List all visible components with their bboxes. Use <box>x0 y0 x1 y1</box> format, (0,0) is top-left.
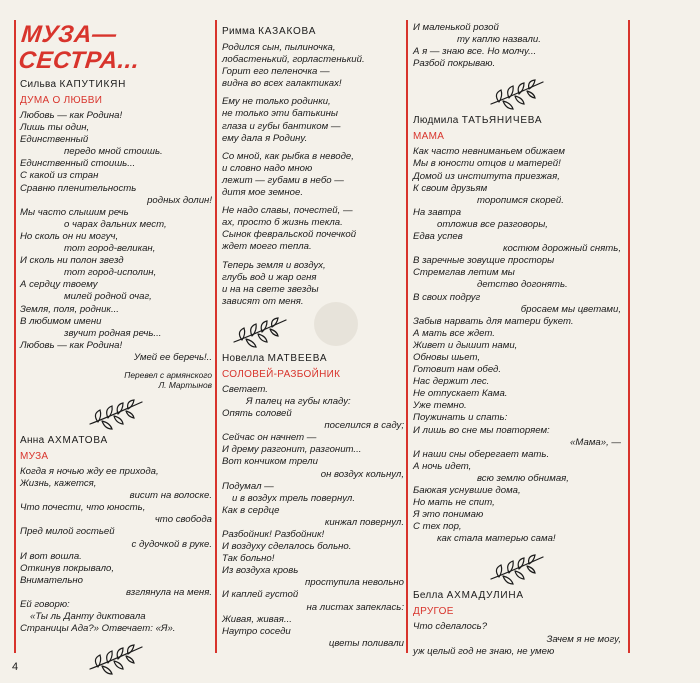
poem-line: Единственный <box>20 134 89 146</box>
poem-line: Умей ее беречь!.. <box>133 351 212 363</box>
poem-line: Горит его пеленочка — <box>222 66 330 78</box>
poem-title: МУЗА <box>20 450 49 462</box>
author-surname: АХМАДУЛИНА <box>446 590 524 602</box>
poem-line: о чарах дальних мест, <box>64 218 167 230</box>
poem-line: Домой из института приезжая, <box>413 170 560 182</box>
poem-title: МАМА <box>413 131 445 143</box>
author-first-name: Сильва <box>20 79 57 90</box>
poem-line: В любимом имени <box>20 315 102 327</box>
poem-lines <box>222 384 404 650</box>
poem-line: родных долин! <box>147 194 212 206</box>
poem-line: тот город-великан, <box>64 243 156 255</box>
poem-line: Сравню пленительность <box>20 182 137 194</box>
poem-line: А мать все ждет. <box>413 327 495 339</box>
poem-akhmatova <box>20 434 212 635</box>
poem-line: Опять соловей <box>222 408 292 420</box>
poem-line: Теперь земля и воздух, <box>222 259 326 271</box>
poem-line: взглянула на меня. <box>125 586 212 598</box>
poem-line: Мы часто слышим речь <box>20 206 129 218</box>
poem-line: Страницы Ада?» Отвечает: «Я». <box>20 623 176 635</box>
poem-line: Я палец на губы кладу: <box>246 395 351 407</box>
poem-line: Я это понимаю <box>413 509 484 521</box>
poem-line: Но сколь он ни могуч, <box>20 230 119 242</box>
poem-line: Любовь — как Родина! <box>20 110 123 121</box>
poem-tatyanicheva <box>413 114 621 545</box>
poem-line: Лишь ты один, <box>20 122 90 134</box>
poem-line: Светает. <box>222 383 268 395</box>
poem-line: ту каплю назвали. <box>457 34 541 46</box>
author-first-name: Римма <box>222 26 256 37</box>
poem-line: Откинув покрывало, <box>20 562 115 574</box>
poem-line: и словно надо мною <box>222 162 313 174</box>
poem-line: уж целый год не знаю, не умею <box>413 645 555 657</box>
poem-line: Уже темно. <box>413 400 467 412</box>
poem-line: всю землю обнимая, <box>477 472 569 484</box>
poem-line: Едва успев <box>413 231 463 243</box>
poem-line: Забыв нарвать для матери букет. <box>413 315 574 327</box>
poem-author <box>413 589 621 602</box>
poem-line: И маленькой розой <box>413 22 499 33</box>
poem-line: Обновы шьет, <box>413 351 480 363</box>
poem-line: В своих подруг <box>413 291 481 303</box>
poem-line: Как часто невниманьем обижаем <box>413 146 565 158</box>
poem-author <box>222 352 404 365</box>
poem-line: зависят от меня. <box>222 295 304 307</box>
poem-line: висит на волоске. <box>129 490 212 502</box>
poem-line: И лишь во сне мы повторяем: <box>413 424 550 436</box>
column-2 <box>222 22 404 651</box>
column-rule <box>406 20 408 653</box>
poem-line: звучит родная речь... <box>64 327 162 339</box>
poem-line: лобастенький, горластенький. <box>222 54 365 66</box>
poem-line: лежит — губами в небо — <box>222 174 344 186</box>
poem-line: кинжал повернул. <box>324 516 404 528</box>
poem-line: И воздуху сделалось больно. <box>222 541 352 553</box>
poem-line: и на на свете звезды <box>222 283 319 295</box>
poem-line: Так больно! <box>222 553 275 565</box>
column-rule <box>215 20 217 653</box>
poem-line: проступила невольно <box>305 577 404 589</box>
translator-credit: Л. Мартынов <box>158 379 212 390</box>
poem-line: цветы поливали <box>328 637 404 649</box>
poem-line: И вот вошла. <box>20 550 82 562</box>
poem-author <box>20 434 212 447</box>
laurel-ornament <box>228 314 292 348</box>
poem-line: Зачем я не могу, <box>546 633 621 645</box>
poem-line: Наутро соседи <box>222 625 291 637</box>
poem-lines <box>222 42 404 308</box>
poem-line: Земля, поля, родник... <box>20 303 119 315</box>
poem-line: А я — знаю все. Но молчу... <box>413 46 537 58</box>
poem-line: Не надо славы, почестей, — <box>222 205 353 217</box>
poem-line: Сейчас он начнет — <box>222 432 317 444</box>
laurel-ornament <box>84 641 148 675</box>
poem-line: Живая, живая... <box>222 613 292 625</box>
poem-line: детство догонять. <box>477 279 568 291</box>
poem-line: Ему не только родинки, <box>222 96 331 108</box>
laurel-ornament <box>485 76 549 110</box>
author-surname: КАЗАКОВА <box>258 26 317 37</box>
poem-line: Подумал — <box>222 480 274 492</box>
author-surname: МАТВЕЕВА <box>267 352 328 364</box>
poem-line: И сколь ни полон звезд <box>20 255 124 267</box>
poem-title: СОЛОВЕЙ-РАЗБОЙНИК <box>222 368 341 380</box>
poem-line: торопимся скорей. <box>477 194 564 206</box>
poem-line: Поужинать и спать: <box>413 412 508 424</box>
page-number: 4 <box>12 661 19 673</box>
poem-line: К своим друзьям <box>413 182 488 194</box>
poem-line: Единственный стоишь... <box>20 158 136 170</box>
poem-kazakova <box>222 25 404 308</box>
poem-line: Родился сын, пылиночка, <box>222 42 336 53</box>
poem-matveeva-continued <box>413 22 621 70</box>
section-title: МУЗА—СЕСТРА... <box>17 21 141 74</box>
poem-line: не только эти батькины <box>222 108 338 120</box>
poem-line: Что почести, что юность, <box>20 502 146 514</box>
author-first-name: Новелла <box>222 352 265 364</box>
poem-line: Пред милой гостьей <box>20 526 115 538</box>
poem-lines <box>413 146 621 545</box>
poem-line: С тех пор, <box>413 521 462 533</box>
poem-line: ждет моего тепла. <box>222 241 312 253</box>
poem-line: В заречные зовущие просторы <box>413 255 555 267</box>
poem-title: ДРУГОЕ <box>413 606 454 618</box>
laurel-ornament <box>84 396 148 430</box>
poem-line: С какой из стран <box>20 170 99 182</box>
poem-line: бросаем мы цветами, <box>520 303 621 315</box>
poem-line: поселился в саду; <box>324 420 404 432</box>
column-rule <box>628 20 630 653</box>
poem-title: ДУМА О ЛЮБВИ <box>20 95 103 106</box>
poem-line: Стремглав летим мы <box>413 267 515 279</box>
poem-line: и в воздух трель повернул. <box>232 492 355 504</box>
poem-author <box>20 78 212 91</box>
poem-line: Из воздуха кровь <box>222 565 299 577</box>
poem-line: глаза и губы бантиком — <box>222 120 341 132</box>
poem-line: Жизнь, кажется, <box>20 478 97 490</box>
poem-line: Но мать не спит, <box>413 497 495 509</box>
author-first-name: Анна <box>20 434 45 446</box>
poem-akhmadulina <box>413 589 621 657</box>
laurel-ornament <box>485 551 549 585</box>
poem-line: ах, просто б жизнь текла. <box>222 217 343 229</box>
poem-kaputikyan <box>20 78 212 390</box>
poem-line: с дудочкой в руке. <box>131 538 212 550</box>
poem-line: Как в сердце <box>222 504 280 516</box>
poem-line: И наши сны оберегает мать. <box>413 448 550 460</box>
poem-line: костюм дорожный снять, <box>502 243 621 255</box>
author-surname: АХМАТОВА <box>47 434 108 446</box>
poem-author <box>222 25 404 38</box>
poem-line: Что сделалось? <box>413 621 488 633</box>
poem-line: Нас держит лес. <box>413 376 490 388</box>
poem-line: Баюкая уснувшие дома, <box>413 485 521 496</box>
poem-lines <box>413 22 621 70</box>
column-1 <box>17 21 212 651</box>
poem-line: Со мной, как рыбка в неводе, <box>222 150 354 162</box>
poem-line: видна во всех галактиках! <box>222 78 342 90</box>
poem-line: на листах запеклась: <box>306 601 404 613</box>
poem-line: Любовь — как Родина! <box>20 339 123 351</box>
poem-line: «Ты ль Данту диктовала <box>30 611 146 623</box>
poem-lines <box>20 110 212 364</box>
poem-line: дитя мое земное. <box>222 187 303 199</box>
column-rule <box>14 20 16 653</box>
poem-line: Разбойник! Разбойник! <box>222 529 325 540</box>
poem-lines <box>413 621 621 657</box>
poem-line: И дрему разгонит, разгонит... <box>222 444 362 456</box>
poem-line: передо мной стоишь. <box>64 146 163 158</box>
translator-credit: Перевел с армянского <box>124 369 212 380</box>
poem-line: Разбой покрываю. <box>413 58 496 70</box>
poem-author <box>413 114 621 127</box>
poem-line: И каплей густой <box>222 589 299 601</box>
poem-lines <box>20 466 212 635</box>
poem-line: «Мама», — <box>570 436 621 448</box>
poem-line: Внимательно <box>20 574 84 586</box>
poem-line: Живет и дышит нами, <box>413 339 518 351</box>
poem-line: Готовит нам обед. <box>413 364 502 376</box>
poem-line: милей родной очаг, <box>64 291 152 303</box>
poem-line: Не отпускает Кама. <box>413 388 508 400</box>
column-3 <box>413 22 621 657</box>
poem-line: Вот кончиком трели <box>222 456 318 468</box>
poem-line: что свобода <box>154 514 212 526</box>
poem-line: Мы в юности отцов и матерей! <box>413 158 561 170</box>
author-surname: КАПУТИКЯН <box>59 79 127 90</box>
author-surname: ТАТЬЯНИЧЕВА <box>461 115 543 127</box>
poem-line: Ей говорю: <box>20 599 70 610</box>
author-first-name: Людмила <box>413 115 459 127</box>
poem-line: А ночь идет, <box>413 460 472 472</box>
author-first-name: Белла <box>413 590 444 602</box>
poem-line: отложив все разговоры, <box>437 218 548 230</box>
poem-matveeva <box>222 352 404 650</box>
poem-line: ему дала я Родину. <box>222 132 308 144</box>
poem-line: глубь вод и жар огня <box>222 271 317 283</box>
poem-line: На завтра <box>413 206 462 218</box>
poem-line: Когда я ночью жду ее прихода, <box>20 465 159 477</box>
poem-line: тот город-исполин, <box>64 267 157 279</box>
poem-line: как стала матерью сама! <box>437 533 556 545</box>
poem-line: Сынок февральской почечкой <box>222 229 357 241</box>
poem-line: он воздух кольнул, <box>320 468 404 480</box>
poem-line: А сердцу твоему <box>20 279 98 291</box>
